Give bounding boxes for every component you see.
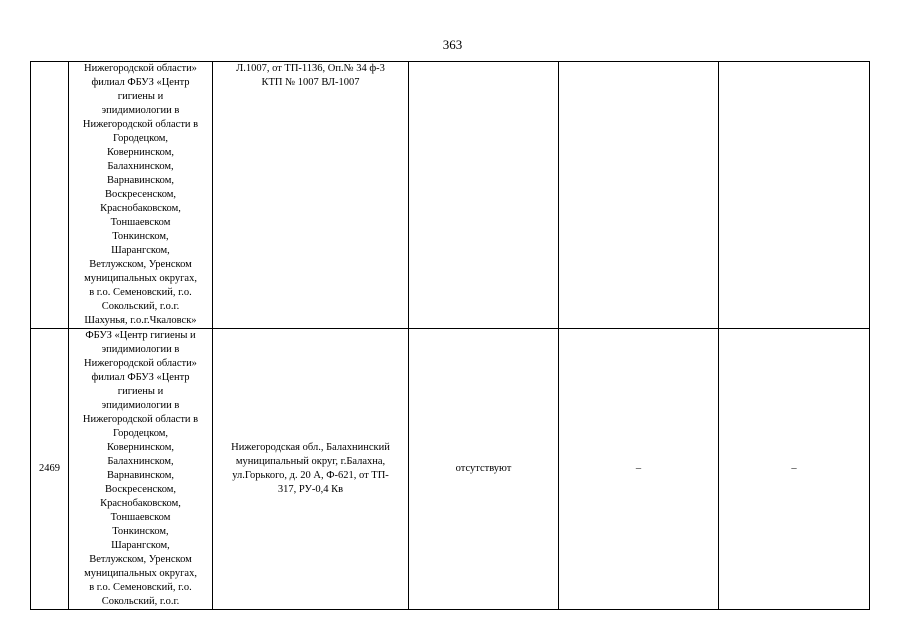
text-line: Городецком,	[112, 428, 169, 439]
text-line: филиал ФБУЗ «Центр	[91, 372, 190, 383]
text-line: Тоншаевском	[110, 217, 171, 228]
text-line: Ветлужском, Уренском	[89, 259, 192, 270]
text-line: Краснобаковском,	[100, 498, 181, 509]
status-cell: отсутствуют	[409, 329, 559, 610]
text-line: Ковернинском,	[107, 442, 174, 453]
text-line: филиал ФБУЗ «Центр	[91, 77, 190, 88]
text-line: Нижегородской области»	[84, 358, 197, 369]
text-line: Нижегородской области»	[84, 63, 197, 74]
document-table	[30, 61, 870, 610]
text-line: 317, РУ-0,4 Кв	[277, 484, 344, 495]
text-line: ФБУЗ «Центр гигиены и	[85, 330, 196, 341]
text-line: Ветлужском, Уренском	[89, 554, 192, 565]
column-6-cell: –	[719, 329, 870, 610]
text-line: Варнавинском,	[107, 470, 174, 481]
text-line: Тонкинском,	[112, 526, 169, 537]
text-line: муниципальных округах,	[84, 568, 197, 579]
text-line: Шахунья, г.о.г.Чкаловск»	[84, 315, 197, 326]
text-line: Балахнинском,	[107, 161, 174, 172]
text-line: ул.Горького, д. 20 А, Ф-621, от ТП-	[232, 470, 389, 481]
column-5-cell	[559, 62, 719, 329]
row-number-cell: 2469	[31, 329, 69, 610]
text-line: Тонкинском,	[112, 231, 169, 242]
text-line: Балахнинском,	[107, 456, 174, 467]
text-line: Сокольский, г.о.г.	[101, 301, 180, 312]
row-number-cell	[31, 62, 69, 329]
text-line: Шарангском,	[111, 540, 170, 551]
text-line: гигиены и	[117, 386, 164, 397]
text-line: гигиены и	[117, 91, 164, 102]
text-line: эпидимиологии в	[101, 400, 180, 411]
text-line: в г.о. Семеновский, г.о.	[89, 287, 192, 298]
text-line: Воскресенском,	[104, 484, 177, 495]
address-cell	[213, 329, 409, 610]
organization-cell	[69, 329, 213, 610]
text-line: КТП № 1007 ВЛ-1007	[261, 77, 360, 88]
table-row	[31, 62, 870, 329]
column-6-cell	[719, 62, 870, 329]
text-line: эпидимиологии в	[101, 105, 180, 116]
text-line: Нижегородская обл., Балахнинский	[231, 442, 390, 453]
text-line: муниципальный округ, г.Балахна,	[235, 456, 386, 467]
text-line: Нижегородской области в	[82, 119, 199, 130]
text-line: Варнавинском,	[107, 175, 174, 186]
text-line: муниципальных округах,	[84, 273, 197, 284]
text-line: Городецком,	[112, 133, 169, 144]
text-line: в г.о. Семеновский, г.о.	[89, 582, 192, 593]
text-line: Воскресенском,	[104, 189, 177, 200]
text-line: Тоншаевском	[110, 512, 171, 523]
text-line: Краснобаковском,	[100, 203, 181, 214]
status-cell	[409, 62, 559, 329]
page-number: 363	[442, 37, 463, 52]
text-line: Нижегородской области в	[82, 414, 199, 425]
column-5-cell: –	[559, 329, 719, 610]
organization-cell	[69, 62, 213, 329]
text-line: Ковернинском,	[107, 147, 174, 158]
text-line: Л.1007, от ТП-1136, Оп.№ 34 ф-3	[236, 63, 385, 74]
text-line: Шарангском,	[111, 245, 170, 256]
table-row	[31, 329, 870, 610]
text-line: Сокольский, г.о.г.	[101, 596, 180, 607]
text-line: эпидимиологии в	[101, 344, 180, 355]
address-cell	[213, 62, 409, 329]
